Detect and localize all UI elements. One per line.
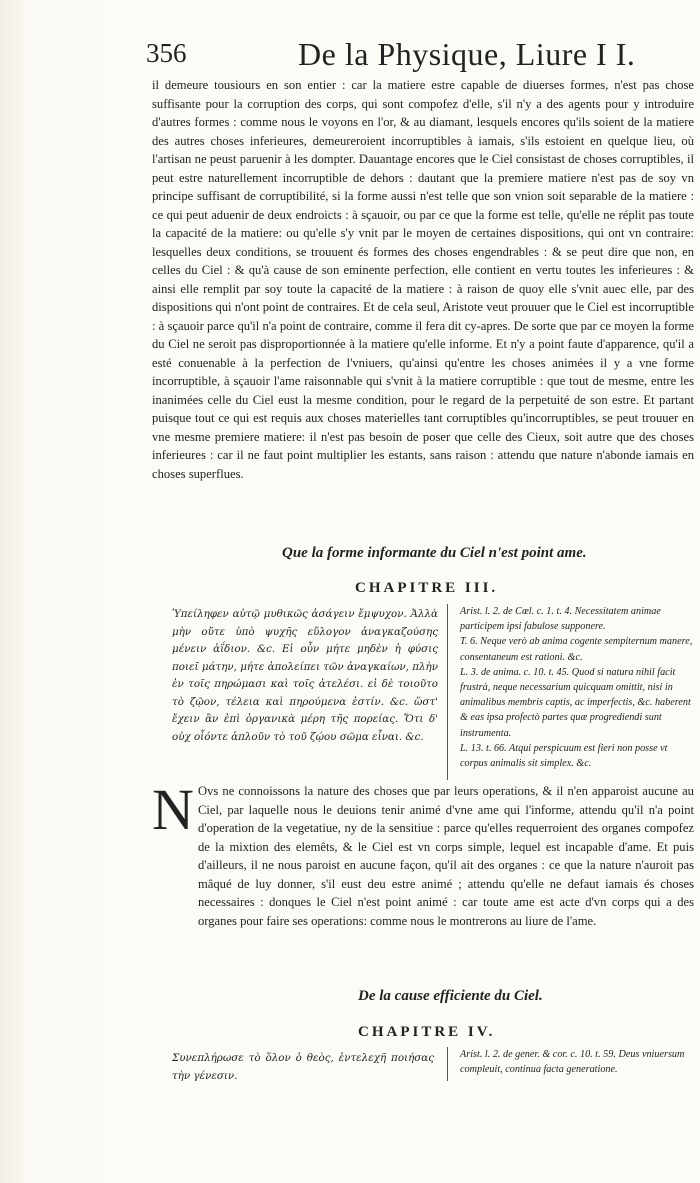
chapter4-latin-notes — [460, 1047, 696, 1077]
column-divider — [447, 604, 448, 780]
latin-note: Arist. l. 2. de Cœl. c. 1. t. 4. Necessitatem animae participem ipsi fabulose supponere. — [460, 606, 661, 633]
chapter3-paragraph-text: ne connoissons la nature des choses que par leurs operations, & il n'en apparoist aucune au Ciel, par laquelle nous le deuions tenir animé d'vne ame qui l'informe, attendu qu'il n'a point d'operation de la vegetatiue, ny de la sensitiue : parce qu'elles requerroient des organes compofez de la mixtion des elemêts, & le Ciel est vn corps simple, lequel est incapable d'ame. Et puis d'ailleurs, il ne nous paroist en aucune façon, qu'il ait des organes : ce que la nature n'auroit pas mâqué de luy donner, s'il eust deu estre animé ; attendu qu'elle ne defaut iamais és choses necessaires : donques le Ciel n'est point animé : car toute ame est acte d'vn corps qui a des organes pour faire ses operations: comme nous le montrerons au liure de l'ame. — [198, 784, 694, 928]
chapter3-section-title: Que la forme informante du Ciel n'est point ame. — [282, 545, 587, 561]
column-divider — [447, 1047, 448, 1081]
chapter4-section-title: De la cause efficiente du Ciel. — [358, 988, 543, 1004]
latin-note: T. 6. Neque verò ab anima cogente sempiternum manere, consentaneum est rationi. &c. — [460, 636, 693, 663]
latin-note: Arist. l. 2. de gener. & cor. c. 10. t. 59. Deus vniuersum compleuit, continua facta generatione. — [460, 1049, 685, 1076]
latin-note: L. 13. t. 66. Atqui perspicuum est fieri non posse vt corpus animalis sit simplex. &c. — [460, 742, 668, 770]
page-number: 356 — [146, 38, 187, 68]
chapter3-latin-notes — [460, 604, 696, 771]
latin-note: L. 3. de anima. c. 10. t. 45. Quod si natura nihil facit frustrà, neque necessarium quicquam omittit, nisi in animalibus membris captis, ac imperfectis, &c. haberent & eas ipsa profectò partes quæ progrediendi sunt instrumenta. — [460, 666, 691, 739]
chapter3-heading: CHAPITRE III. — [355, 580, 499, 596]
page-header — [130, 34, 690, 74]
body-paragraph: il demeure tousiours en son entier : car la matiere estre capable de diuerses formes, n'est pas chose suffisante pour la corruption des corps, qui sont compofez d'elle, s'il n'y a des agents pour y introduire d'autres formes : comme nous le voyons en l'or, & au diamant, lesquels encores qu'ils soient de la matiere des autres choses inferieures, demeureroient incorruptibles à iamais, s'ils estoient en quelque lieu, où l'artisan ne peust paruenir à les dompter. Dauantage encores que le Ciel consistast de choses corruptibles, il peut estre naturellement incorruptible de dehors : dautant que la premiere matiere n'est pas de soy vn principe suffisant de corruptibilité, si la forme aussi n'est telle que son vnion soit separable de la matiere : ce qui peut aduenir de deux endroicts : à sçauoir, ou par ce que la forme est telle, qu'elle ne réplit pas toute la capacité de la matiere: ou qu'elle s'y vnit par le moyen de certaines dispositions, qui ont vn contraire: lesquelles deux conditions, se trouuent és formes des choses engendrables : & se peut dire que non, en celles du Ciel : & qu'à cause de son eminente perfection, elle contient en vertu toutes les inferieures : & ainsi elle remplit par soy toute la capacité de la matiere : à raison de quoy elle s'vnit auec elle, par des dispositions qui n'ont point de contraires. Et de cela seul, Aristote veut prouuer que le Ciel est incorruptible : à sçauoir parce qu'il n'a point de contraire, comme il fera dit cy-apres. De sorte que par ce moyen la forme du Ciel ne seroit pas disproportionnée à la matiere qu'elle informe. Et n'y a point faute d'apparence, qu'il a esté conuenable à la perfection de l'vniuers, qu'ainsi qu'entre les choses animées il y a vne forme incorruptible, à sçauoir l'ame raisonnable qui s'vnit à la matiere corruptible : que tout de mesme, entre les inanimées celle du Ciel eust la mesme condition, pour le regard de la perpetuité de son estre. Et partant puisque tout ce qui est requis aux choses materielles tant corruptibles qu'incorruptibles, se peut trouuer en vne mesme premiere matiere: il n'est pas besoin de poser que celle des Cieux, soit autre que des choses inferieures : car il ne faut point multiplier les estants, sans raison : attendu que nature n'abonde iamais en choses superflues. — [152, 78, 694, 481]
drop-cap: N — [152, 777, 194, 842]
chapter4-heading: CHAPITRE IV. — [358, 1024, 496, 1040]
chapter3-first-word: Ovs — [198, 784, 219, 798]
chapter3-paragraph — [152, 777, 694, 930]
chapter3-greek-quote: Ὑπείληφεν αὐτῷ μυθικῶς ἀσάγειν ἔμψυχον. Ἀλλὰ μὴν οὔτε ὑπὸ ψυχῆς εὔλογον ἀναγκαζούσης μένειν ἀΐδιον. &c. Εἰ οὖν μήτε μηδὲν ἡ φύσις ποιεῖ μάτην, μήτε ἀπολείπει τῶν ἀναγκαίων, πλὴν ἐν τοῖς πηρώμασι καὶ τοῖς ἀτελέσι. εἰ δὲ τοιοῦτο τὸ ζῷον, τέλεια καὶ πηρούμενα ἐστίν. &c. ὥστ' ἔχειν ἂν ἐπὶ ὀργανικὰ μέρη τῆς πορείας. Ὅτι δ' οὐχ οἷόντε ἁπλοῦν τὸ τοῦ ζῴου σῶμα εἶναι. &c. — [172, 608, 438, 743]
running-title: De la Physique, Liure I I. — [298, 36, 636, 72]
chapter4-greek-quote: Συνεπλήρωσε τὸ ὅλον ὁ θεὸς, ἐντελεχῆ ποιήσας τὴν γένεσιν. — [172, 1052, 434, 1082]
